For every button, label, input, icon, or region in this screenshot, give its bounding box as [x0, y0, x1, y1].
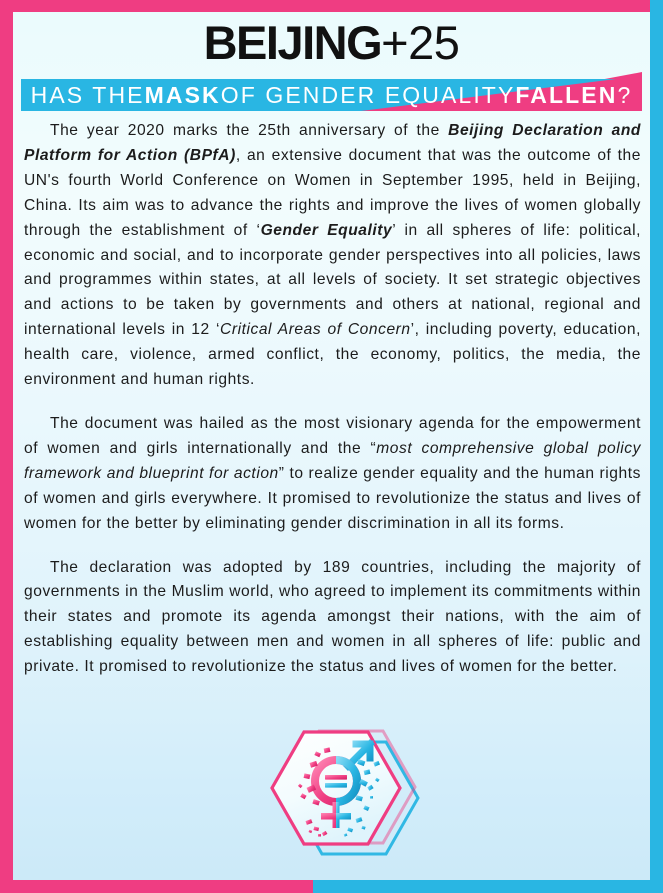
- subtitle-segment-3: ?: [617, 81, 633, 108]
- article-text-run: Beijing Declaration and Platform for Action (BPfA): [24, 122, 641, 164]
- article-text-run: The declaration was adopted by 189 countries, including the majority of governments in the Muslim world, who agreed to implement its commitments within their states and promote its agenda amongst their nations, with the aim of establishing equality between men and women in all spheres of life: public and private. It promised to revolutionize the status and lives of women for the better.: [24, 558, 641, 676]
- article-text-run: most comprehensive global policy framework and blueprint for action: [24, 439, 641, 482]
- border-left-pink: [0, 0, 13, 893]
- subtitle-segment-2: OF GENDER EQUALITY: [220, 81, 516, 108]
- article-body: [24, 119, 641, 680]
- article-text-run: Critical Areas of Concern: [220, 321, 411, 339]
- subtitle-text: [21, 79, 642, 111]
- article-text-run: The document was hailed as the most visionary agenda for the empowerment of women and girls internationally and the “: [24, 414, 641, 457]
- border-right-cyan: [650, 0, 663, 893]
- shattered-gender-equality-hexagon-icon: [252, 722, 422, 880]
- article-paragraph: [24, 556, 641, 681]
- border-bottom-pink: [0, 880, 313, 893]
- article-text-run: The year 2020 marks the 25th anniversary of the: [50, 122, 449, 139]
- subtitle-emphasis-fallen: FALLEN: [515, 81, 618, 108]
- page-title-main: BEIJING: [203, 16, 382, 69]
- article-text-run: Gender Equality: [260, 221, 393, 239]
- subtitle-banner: [21, 79, 642, 111]
- article-text-run: , an extensive document that was the outcome of the UN's fourth World Conference on Women in September 1995, held in Beijing, China. Its aim was to advance the rights and improve the lives of women globally through the establishment of ‘: [24, 146, 641, 239]
- article-paragraph: [24, 119, 641, 393]
- subtitle-segment-1: HAS THE: [30, 81, 145, 108]
- page-title-suffix: +25: [381, 16, 460, 69]
- page-title: [0, 18, 663, 68]
- article-text-run: ’ in all spheres of life: political, economic and social, and to incorporate gender perspectives into all policies, laws and programmes within states, at all levels of society. It set strategic objectives and actions to be taken by governments and others at national, regional and international levels in 12 ‘: [24, 221, 641, 339]
- article-text-run: ’, including poverty, education, health care, violence, armed conflict, the economy, politics, the media, the environment and human rights.: [24, 321, 641, 389]
- subtitle-emphasis-mask: MASK: [144, 81, 221, 108]
- article-text-run: ” to realize gender equality and the human rights of women and girls everywhere. It promised to revolutionize the status and lives of women for the better by eliminating gender discrimination in all its forms.: [24, 464, 641, 532]
- border-top-pink: [0, 0, 663, 12]
- page-title-text: [204, 18, 460, 68]
- border-bottom-cyan: [313, 880, 663, 893]
- article-paragraph: [24, 412, 641, 537]
